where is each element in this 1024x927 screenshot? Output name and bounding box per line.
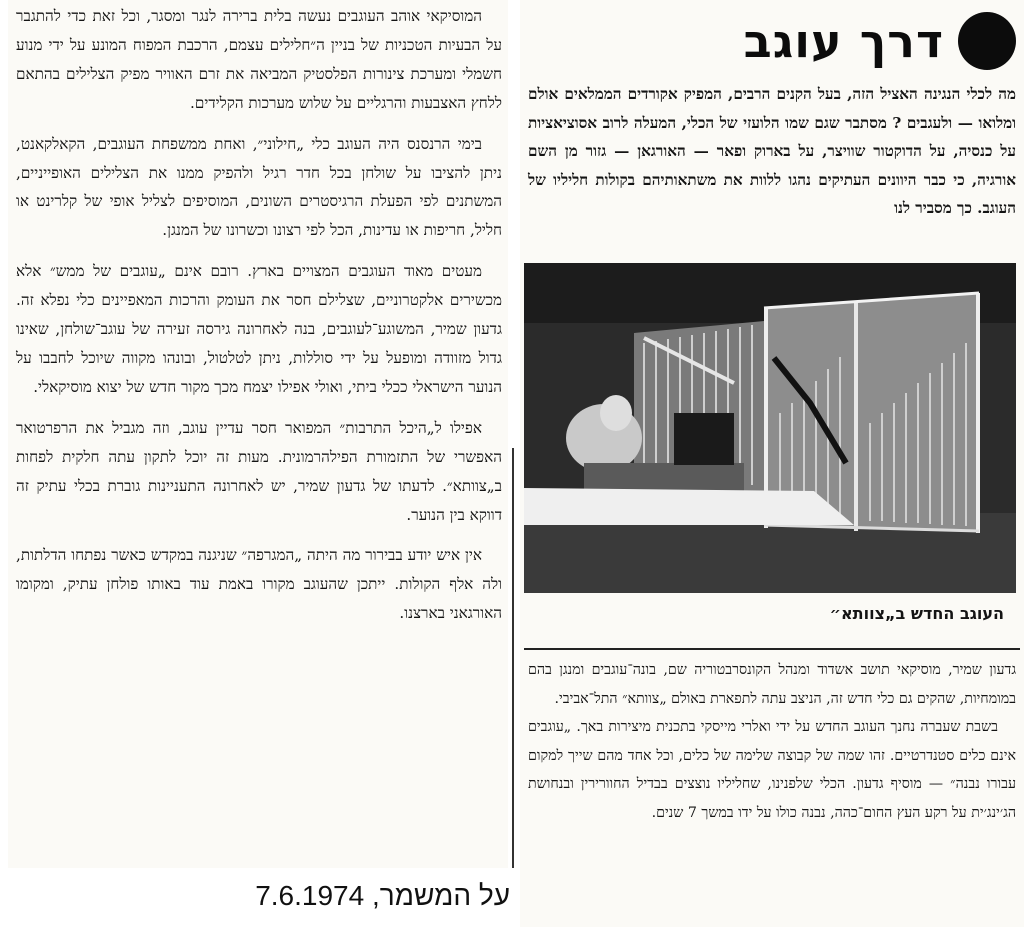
bullet-icon (958, 12, 1016, 70)
left-article-column (8, 0, 508, 868)
article-paragraph: אין איש יודע בבירור מה היתה „המגרפה״ שניגנה במקדש כאשר נפתחו הדלתות, ולה אלף הקולות. ייתכן שהעוגב מקורו באמת עוד באותו פולחן עתיק, ומקומו האורגאני בארצנו. (16, 546, 502, 623)
headline: דרך עוגב (743, 14, 944, 68)
organ-photo-image (524, 263, 1016, 593)
source-citation: על המשמר, 7.6.1974 (255, 880, 510, 911)
article-paragraph: בימי הרנסנס היה העוגב כלי „חילוני״, ואחת ממשפחת העוגבים, הקאלקאנט, ניתן להציבו על שולחן בכל חדר רגיל ולהפיק ממנו את הצלילים האופייניים, המשתנים לפי הפעלת הרגיסטרים השונים, המוסיפים לצליל אופי של קלרינט או חליל, חריפות או עדינות, הכל לפי רצונו וכשרונו של המנגן. (16, 134, 502, 240)
article-paragraph: גדעון שמיר, מוסיקאי תושב אשדוד ומנהל הקונסרבטוריה שם, בונה־עוגבים ומנגן בהם במומחיות, שהקים גם כלי חדש זה, הניצב עתה לתפארת באולם „צוותא״ התל־אביבי. (528, 662, 1016, 707)
right-article-column (520, 0, 1024, 927)
intro-paragraph: מה לכלי הנגינה האציל הזה, בעל הקנים הרבים, המפיק אקורדים הממלאים אולם ומלואו — ולעגבים ? מסתבר שגם שמו הלועזי של הכלי, המעלה לרוב אסוציאציות על כנסיה, על הדוקטור שוויצר, על בארוק ופאר — האורגאן — גזור מן השם אורגיה, כי כבר היוונים העתיקים נהגו ללוות את משתאותיהם בקולות חליליו של העוגב. כך מסביר לנו (528, 85, 1016, 218)
article-paragraph: מעטים מאוד העוגבים המצויים בארץ. רובם אינם „עוגבים של ממש״ אלא מכשירים אלקטרוניים, שצלילם חסר את העומק והרכות המאפיינים כלי נפלא זה. גדעון שמיר, המשוגע־לעוגבים, בנה לאחרונה גירסה זעירה של עוגב־שולחן, שאינו גדול מזוודה ומופעל על ידי סוללות, ניתן לטלטול, ובונהו מקווה שיוכל לחבבו על הנוער הישראלי ככלי ביתי, ואולי אפילו יצמח מכך מקור חדש של יצוא מוסיקאלי. (16, 262, 502, 396)
organ-photo (524, 263, 1016, 593)
article-paragraph: אפילו ל„היכל התרבות״ המפואר חסר עדיין עוגב, וזה מגביל את הרפרטואר האפשרי של התזמורת הפילהרמונית. מעות זה יוכל לתקון עתה חלקית לפחות ב„צוותא״. לדעתו של גדעון שמיר, יש לאחרונה התעניינות גוברת בכלי עתיק זה דווקא בין הנוער. (16, 418, 502, 524)
photo-caption: העוגב החדש ב„צוותא״ (829, 604, 1004, 623)
article-paragraph: בשבת שעברה נחנך העוגב החדש על ידי ואלרי מייסקי בתכנית מיצירות באך. „עוגבים אינם כלים סטנדרטיים. זהו שמה של קבוצה שלימה של כלים, וכל אחד מהם שייך למקום עבורו נבנה״ — מוסיף גדעון. הכלי שלפנינו, שחליליו נוצצים בבדיל החוורירין ובנחושת הג׳ינג׳ית על רקע העץ החום־כהה, נבנה כולו על ידו במשך 7 שנים. (528, 719, 1016, 821)
article-bottom-text (528, 656, 1016, 828)
article-paragraph: המוסיקאי אוהב העוגבים נעשה בלית ברירה לנגר ומסגר, וכל זאת כדי להתגבר על הבעיות הטכניות של בניין ה״חלילים עצמם, הרכבת המפוח המונע על ידי מנוע חשמלי ומערכת צינורות הפלסטיק המביאה את זרם האוויר מפיק הצלילים בהתאם ללחץ האצבעות והרגליים על שלוש מערכות הקלידים. (16, 7, 502, 112)
column-divider (512, 448, 514, 868)
caption-rule (524, 648, 1020, 650)
headline-block (546, 8, 1016, 74)
